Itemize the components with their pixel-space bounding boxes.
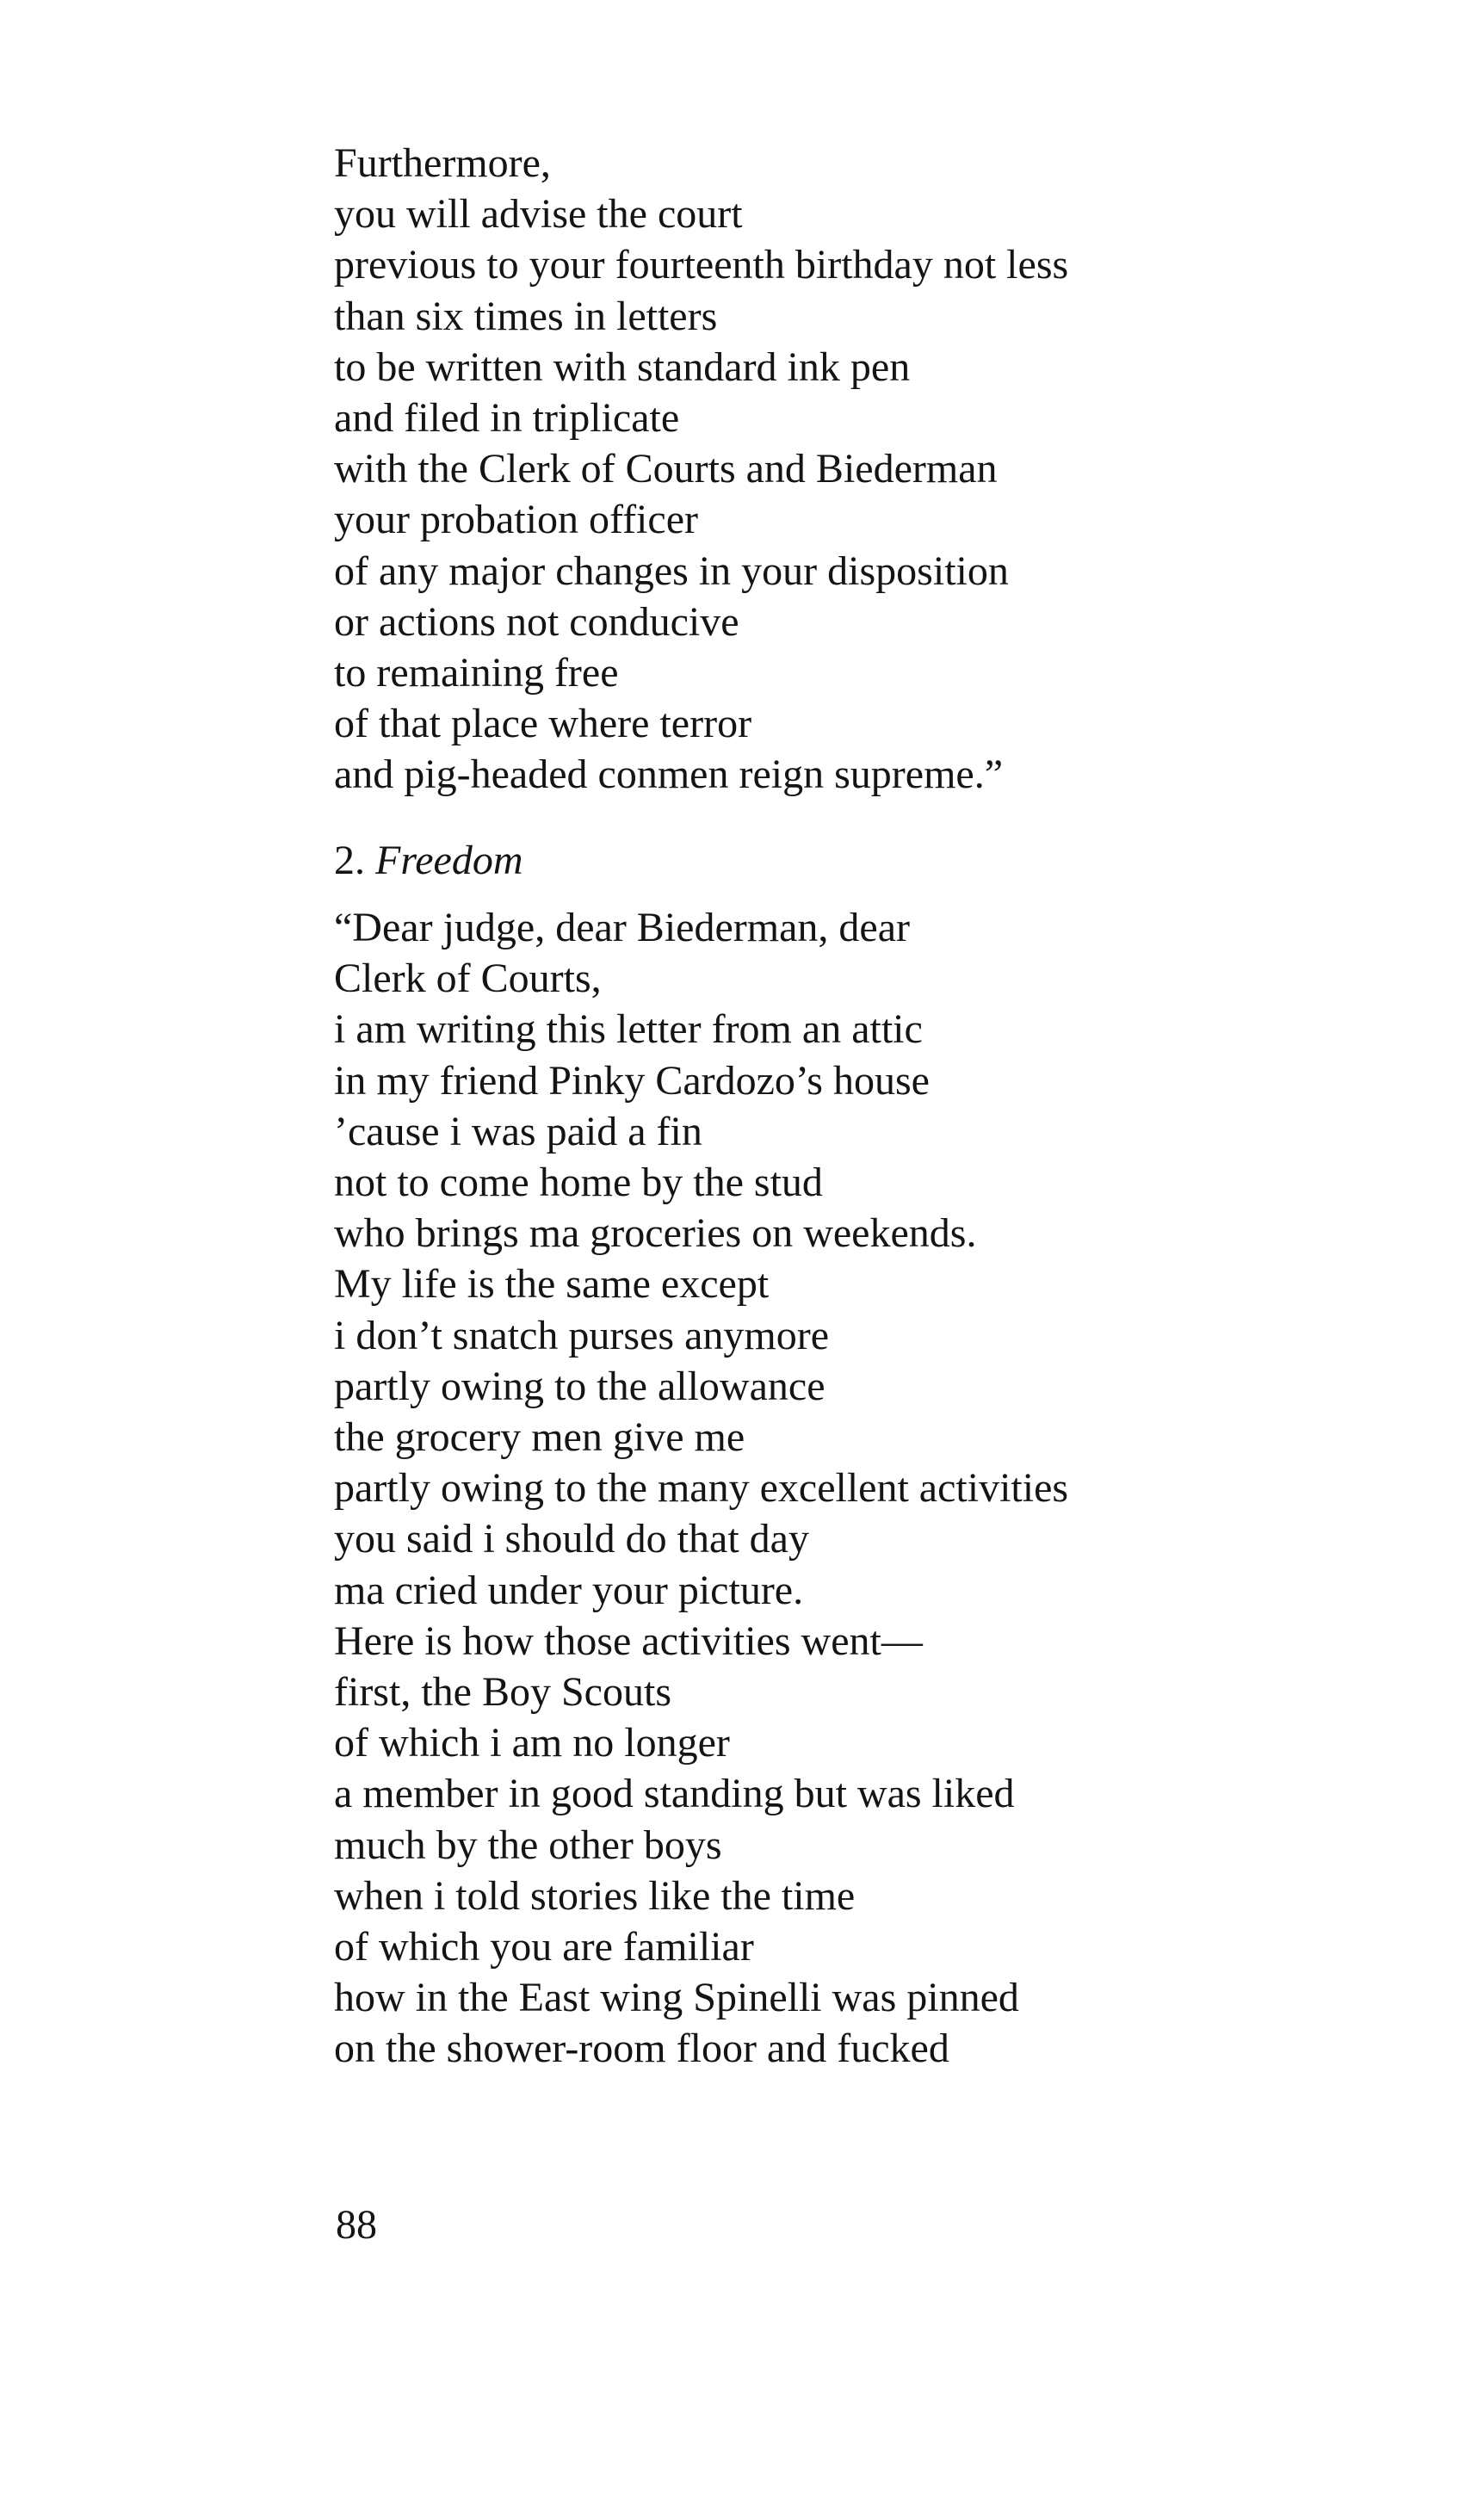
poem-line: and filed in triplicate bbox=[334, 395, 680, 442]
poem-line: or actions not conducive bbox=[334, 598, 739, 645]
poem-line: when i told stories like the time bbox=[334, 1872, 856, 1919]
poem-line: in my friend Pinky Cardozo’s house bbox=[334, 1057, 930, 1104]
poem-line: partly owing to the many excellent activities bbox=[334, 1465, 1069, 1512]
poem-line: who brings ma groceries on weekends. bbox=[334, 1210, 977, 1257]
poem-line: i am writing this letter from an attic bbox=[334, 1006, 923, 1053]
poem-line: previous to your fourteenth birthday not less bbox=[334, 242, 1069, 288]
poem-line: partly owing to the allowance bbox=[334, 1363, 825, 1409]
poem-line: not to come home by the stud bbox=[334, 1160, 823, 1206]
poem-line: the grocery men give me bbox=[334, 1414, 745, 1461]
poem-line: to be written with standard ink pen bbox=[334, 343, 911, 390]
poem-line: your probation officer bbox=[334, 497, 698, 543]
poem-line: you will advise the court bbox=[334, 191, 743, 238]
poem-line: with the Clerk of Courts and Biederman bbox=[334, 446, 998, 492]
page-number: 88 bbox=[336, 2202, 377, 2248]
poem-line: ’cause i was paid a fin bbox=[334, 1108, 702, 1154]
poem-line: first, the Boy Scouts bbox=[334, 1669, 671, 1716]
poem-stanza-1 bbox=[334, 138, 1068, 801]
section-title: Freedom bbox=[375, 838, 523, 883]
poem-line: of that place where terror bbox=[334, 701, 752, 747]
poem-line: how in the East wing Spinelli was pinned bbox=[334, 1975, 1019, 2021]
poem-line: a member in good standing but was liked bbox=[334, 1771, 1015, 1817]
poem-line: on the shower-room floor and fucked bbox=[334, 2026, 949, 2072]
poem-line: Here is how those activities went— bbox=[334, 1617, 923, 1664]
poem-stanza-2 bbox=[334, 902, 1068, 2075]
poem-line: “Dear judge, dear Biederman, dear bbox=[334, 905, 910, 950]
poem-line: of which you are familiar bbox=[334, 1924, 754, 1970]
section-number: 2. bbox=[334, 838, 365, 883]
poem-line: much by the other boys bbox=[334, 1822, 722, 1868]
poem-line: Clerk of Courts, bbox=[334, 956, 602, 1002]
poem-line: My life is the same except bbox=[334, 1261, 770, 1308]
poem-line: to remaining free bbox=[334, 650, 619, 696]
section-heading bbox=[334, 835, 523, 886]
poem-line: than six times in letters bbox=[334, 293, 718, 339]
poem-line: i don’t snatch purses anymore bbox=[334, 1312, 829, 1358]
poem-line: Furthermore, bbox=[334, 140, 551, 186]
poem-line: ma cried under your picture. bbox=[334, 1567, 804, 1613]
poem-line: of any major changes in your disposition bbox=[334, 547, 1009, 594]
poem-line: and pig-headed conmen reign supreme.” bbox=[334, 752, 1004, 798]
poem-line: you said i should do that day bbox=[334, 1516, 809, 1562]
poem-line: of which i am no longer bbox=[334, 1720, 730, 1766]
